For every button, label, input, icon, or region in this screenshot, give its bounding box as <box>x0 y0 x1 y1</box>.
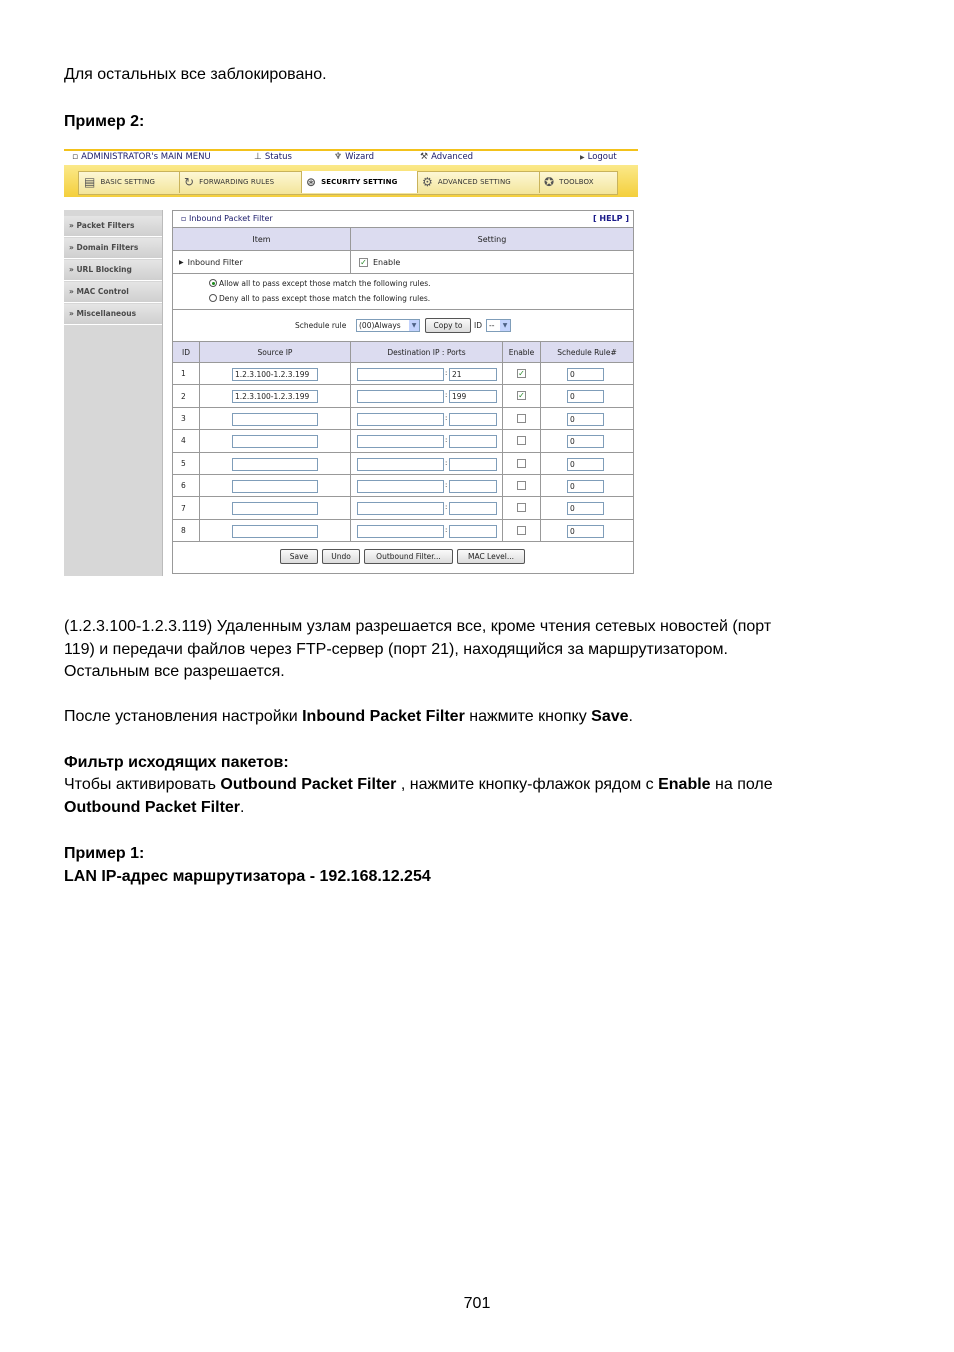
advanced-icon: ⚒ <box>420 152 429 162</box>
status-icon: ⊥ <box>254 152 262 162</box>
para2-text: После установления настройки <box>64 708 303 725</box>
port-input[interactable] <box>449 480 497 493</box>
destination-cell <box>351 475 503 496</box>
schedule-rule-input[interactable]: 0 <box>567 525 604 538</box>
radio-deny[interactable] <box>209 294 430 303</box>
para3-end-2: . <box>240 799 245 816</box>
source-ip-input[interactable] <box>232 525 318 538</box>
source-ip-input[interactable]: 1.2.3.100-1.2.3.199 <box>232 390 318 403</box>
enable-cell <box>503 497 541 518</box>
logout-link[interactable] <box>580 152 617 162</box>
source-ip-input[interactable] <box>232 435 318 448</box>
square-icon: ▫ <box>181 214 189 223</box>
id-select[interactable] <box>486 319 511 332</box>
schedule-rule-input[interactable]: 0 <box>567 502 604 515</box>
source-ip-cell <box>200 385 351 406</box>
rule-id: 1 <box>173 363 200 384</box>
dest-ip-input[interactable] <box>357 480 444 493</box>
port-input[interactable]: 199 <box>449 390 497 403</box>
port-input[interactable] <box>449 525 497 538</box>
schedule-rule-input[interactable]: 0 <box>567 480 604 493</box>
panel-title-row <box>173 211 633 228</box>
tab-toolbox[interactable] <box>540 171 618 193</box>
rule-id: 2 <box>173 385 200 406</box>
rule-id: 4 <box>173 430 200 451</box>
inbound-filter-text: Inbound Filter <box>187 257 243 267</box>
source-ip-cell <box>200 363 351 384</box>
id-label: ID <box>474 321 482 330</box>
tab-security-label: SECURITY SETTING <box>321 178 398 186</box>
source-ip-input[interactable]: 1.2.3.100-1.2.3.199 <box>232 368 318 381</box>
rule-id: 7 <box>173 497 200 518</box>
undo-button[interactable]: Undo <box>322 549 360 564</box>
port-input[interactable] <box>449 458 497 471</box>
para1-line3: Остальным все разрешается. <box>64 663 285 680</box>
paragraph-2 <box>64 706 633 729</box>
toolbox-icon: ✪ <box>544 175 555 189</box>
source-ip-cell <box>200 475 351 496</box>
para3-text: Чтобы активировать <box>64 776 221 793</box>
source-ip-input[interactable] <box>232 502 318 515</box>
schedule-cell <box>541 497 633 518</box>
source-ip-cell <box>200 408 351 429</box>
advanced-tab-icon: ⚙ <box>422 175 433 189</box>
logout-label: Logout <box>587 152 617 162</box>
port-separator: : <box>445 458 448 467</box>
source-ip-cell <box>200 430 351 451</box>
schedule-value: (00)Always <box>359 321 401 330</box>
enable-cell <box>503 385 541 406</box>
port-separator: : <box>445 503 448 512</box>
rule-enable-checkbox[interactable] <box>517 481 526 490</box>
inbound-filter-label <box>173 251 351 273</box>
router-screenshot <box>64 149 638 576</box>
schedule-label: Schedule rule <box>295 321 347 330</box>
rule-enable-checkbox[interactable] <box>517 436 526 445</box>
button-row <box>173 542 633 573</box>
page-number: 701 <box>463 1295 491 1312</box>
dest-ip-input[interactable] <box>357 525 444 538</box>
paragraph-1 <box>64 616 894 684</box>
mac-level-button[interactable]: MAC Level... <box>457 549 525 564</box>
tab-security-setting[interactable] <box>302 171 418 193</box>
source-ip-cell <box>200 520 351 541</box>
rule-enable-checkbox[interactable] <box>517 459 526 468</box>
arrow-right-icon: ▶ <box>179 258 184 266</box>
arrow-right-icon: ▶ <box>580 154 585 161</box>
dest-ip-input[interactable] <box>357 368 444 381</box>
destination-cell <box>351 520 503 541</box>
port-separator: : <box>445 525 448 534</box>
tab-basic-label: BASIC SETTING <box>100 178 155 186</box>
table-row <box>173 363 633 385</box>
para2-bold-filter: Inbound Packet Filter <box>302 708 465 725</box>
table-row <box>173 520 633 542</box>
para3-bold-outbound-2: Outbound Packet Filter <box>64 799 241 816</box>
destination-cell <box>351 408 503 429</box>
item-header: Item <box>173 228 351 250</box>
radio-allow-label: Allow all to pass except those match the following rules. <box>219 279 431 288</box>
schedule-select[interactable] <box>356 319 420 332</box>
sidebar <box>64 210 163 576</box>
source-ip-input[interactable] <box>232 413 318 426</box>
admin-menu-label: ADMINISTRATOR's MAIN MENU <box>81 152 211 162</box>
radio-allow-button[interactable] <box>209 279 217 287</box>
example1-heading: Пример 1: <box>64 845 145 862</box>
item-setting-header <box>173 228 633 251</box>
destination-cell <box>351 497 503 518</box>
schedule-cell <box>541 453 633 474</box>
rule-id: 6 <box>173 475 200 496</box>
status-label: Status <box>264 152 292 162</box>
source-ip-cell <box>200 453 351 474</box>
source-ip-input[interactable] <box>232 480 318 493</box>
panel-title <box>181 214 273 223</box>
sidebar-label: URL Blocking <box>76 265 132 274</box>
tab-advanced-label: ADVANCED SETTING <box>437 178 511 186</box>
rule-enable-checkbox[interactable] <box>517 414 526 423</box>
source-ip-cell <box>200 497 351 518</box>
table-row <box>173 453 633 475</box>
outbound-heading: Фильтр исходящих пакетов: <box>64 754 289 771</box>
dest-ip-input[interactable] <box>357 435 444 448</box>
col-destination: Destination IP : Ports <box>351 342 503 362</box>
sidebar-label: Domain Filters <box>76 243 139 252</box>
lan-ip-line: LAN IP-адрес маршрутизатора - 192.168.12.254 <box>64 868 431 885</box>
rule-id: 3 <box>173 408 200 429</box>
schedule-rule-input[interactable]: 0 <box>567 390 604 403</box>
rule-enable-checkbox[interactable] <box>517 503 526 512</box>
para2-bold-save: Save <box>591 708 629 725</box>
sidebar-label: Miscellaneous <box>76 309 137 318</box>
tab-forwarding-rules[interactable] <box>180 171 302 193</box>
port-separator: : <box>445 369 448 377</box>
schedule-cell <box>541 408 633 429</box>
radio-allow[interactable] <box>209 279 431 288</box>
port-input[interactable] <box>449 413 497 426</box>
wizard-link[interactable] <box>334 152 374 162</box>
schedule-cell <box>541 520 633 541</box>
admin-menu-link[interactable] <box>72 152 211 162</box>
destination-cell <box>351 430 503 451</box>
status-link[interactable] <box>254 152 292 162</box>
para2-end: . <box>628 708 633 725</box>
dest-ip-input[interactable] <box>357 413 444 426</box>
source-ip-input[interactable] <box>232 458 318 471</box>
folder-icon: ▤ <box>84 175 96 189</box>
sidebar-label: MAC Control <box>76 287 129 296</box>
rule-enable-checkbox[interactable]: ✓ <box>518 391 525 401</box>
advanced-link[interactable] <box>420 152 473 162</box>
panel-title-text: Inbound Packet Filter <box>188 214 273 223</box>
enable-cell <box>503 520 541 541</box>
schedule-row <box>173 310 633 342</box>
port-input[interactable] <box>449 502 497 515</box>
help-link[interactable]: [ HELP ] <box>592 214 629 223</box>
table-row <box>173 475 633 497</box>
col-id: ID <box>173 342 200 362</box>
paragraph-3-cont <box>64 797 244 820</box>
setting-header: Setting <box>477 234 507 244</box>
port-input[interactable]: 21 <box>449 368 497 381</box>
col-source-ip: Source IP <box>200 342 351 362</box>
security-icon: ⊛ <box>306 175 317 189</box>
destination-cell <box>351 453 503 474</box>
rule-enable-checkbox[interactable] <box>517 526 526 535</box>
intro-line: Для остальных все заблокировано. <box>64 66 327 83</box>
outbound-filter-button[interactable]: Outbound Filter... <box>364 549 453 564</box>
port-separator: : <box>445 436 448 445</box>
col-schedule: Schedule Rule# <box>557 347 617 357</box>
destination-cell <box>351 363 503 384</box>
para2-text-mid: нажмите кнопку <box>464 708 592 725</box>
copy-to-button[interactable]: Copy to <box>425 318 471 333</box>
enable-label: Enable <box>373 257 401 267</box>
schedule-cell <box>541 475 633 496</box>
para3-text-mid: , нажмите кнопку-флажок рядом с <box>396 776 659 793</box>
sidebar-item-miscellaneous[interactable]: » Miscellaneous <box>64 304 162 325</box>
save-button[interactable]: Save <box>280 549 318 564</box>
top-menu-bar <box>64 149 638 165</box>
enable-cell <box>503 430 541 451</box>
tab-toolbox-label: TOOLBOX <box>559 178 594 186</box>
sidebar-item-url-blocking[interactable]: » URL Blocking <box>64 260 162 281</box>
advanced-label: Advanced <box>431 152 474 162</box>
enable-cell <box>503 475 541 496</box>
table-row <box>173 385 633 407</box>
enable-cell <box>503 408 541 429</box>
para1-line1: (1.2.3.100-1.2.3.119) Удаленным узлам разрешается все, кроме чтения сетевых новостей (порт <box>64 618 772 635</box>
destination-cell <box>351 385 503 406</box>
schedule-rule-input[interactable]: 0 <box>567 368 604 381</box>
dest-ip-input[interactable] <box>357 502 444 515</box>
chevron-down-icon: ▼ <box>500 320 510 331</box>
sidebar-item-domain-filters[interactable]: » Domain Filters <box>64 238 162 259</box>
enable-cell <box>503 453 541 474</box>
dest-ip-input[interactable] <box>357 458 444 471</box>
port-separator: : <box>445 481 448 489</box>
radio-deny-button[interactable] <box>209 294 217 302</box>
para1-line2: 119) и передачи файлов через FTP-сервер (порт 21), находящийся за маршрутизатором. <box>64 640 728 658</box>
enable-checkbox[interactable]: ✓ <box>360 257 367 267</box>
inbound-filter-row <box>173 251 633 274</box>
paragraph-3 <box>64 774 773 797</box>
enable-cell <box>503 363 541 384</box>
chevron-down-icon: ▼ <box>409 320 419 331</box>
sidebar-item-mac-control[interactable]: » MAC Control <box>64 282 162 303</box>
id-value: -- <box>489 321 495 330</box>
sidebar-label: Packet Filters <box>76 221 135 230</box>
col-enable: Enable <box>503 342 541 362</box>
enable-setting <box>351 251 633 273</box>
radio-deny-label: Deny all to pass except those match the following rules. <box>219 294 431 303</box>
schedule-cell <box>541 385 633 406</box>
para3-end: на поле <box>710 776 773 793</box>
schedule-rule-input[interactable]: 0 <box>567 413 604 426</box>
dest-ip-input[interactable] <box>357 390 444 403</box>
port-input[interactable] <box>449 435 497 448</box>
schedule-rule-input[interactable]: 0 <box>567 458 604 471</box>
port-separator: : <box>445 391 448 400</box>
tab-forwarding-label: FORWARDING RULES <box>199 178 275 186</box>
para3-bold-enable: Enable <box>658 776 711 793</box>
port-separator: : <box>445 413 448 422</box>
tab-basic-setting[interactable] <box>80 171 180 193</box>
tab-advanced-setting[interactable] <box>418 171 540 193</box>
para3-bold-outbound: Outbound Packet Filter <box>220 776 397 793</box>
rule-id: 5 <box>173 453 200 474</box>
sidebar-item-packet-filters[interactable]: » Packet Filters <box>64 216 162 237</box>
table-row <box>173 430 633 452</box>
inbound-filter-panel <box>172 210 634 574</box>
table-row <box>173 408 633 430</box>
wizard-icon: ♆ <box>334 152 343 162</box>
rule-id: 8 <box>173 520 200 541</box>
table-row <box>173 497 633 519</box>
schedule-rule-input[interactable]: 0 <box>567 435 604 448</box>
main-tabs <box>64 165 638 197</box>
rule-enable-checkbox[interactable]: ✓ <box>518 369 525 378</box>
schedule-cell <box>541 430 633 451</box>
example2-heading: Пример 2: <box>64 113 145 130</box>
forwarding-icon: ↻ <box>184 175 195 189</box>
square-icon: ▫ <box>72 152 79 162</box>
policy-row <box>173 274 633 310</box>
schedule-cell <box>541 363 633 384</box>
wizard-label: Wizard <box>345 152 375 162</box>
rules-header <box>173 342 633 363</box>
